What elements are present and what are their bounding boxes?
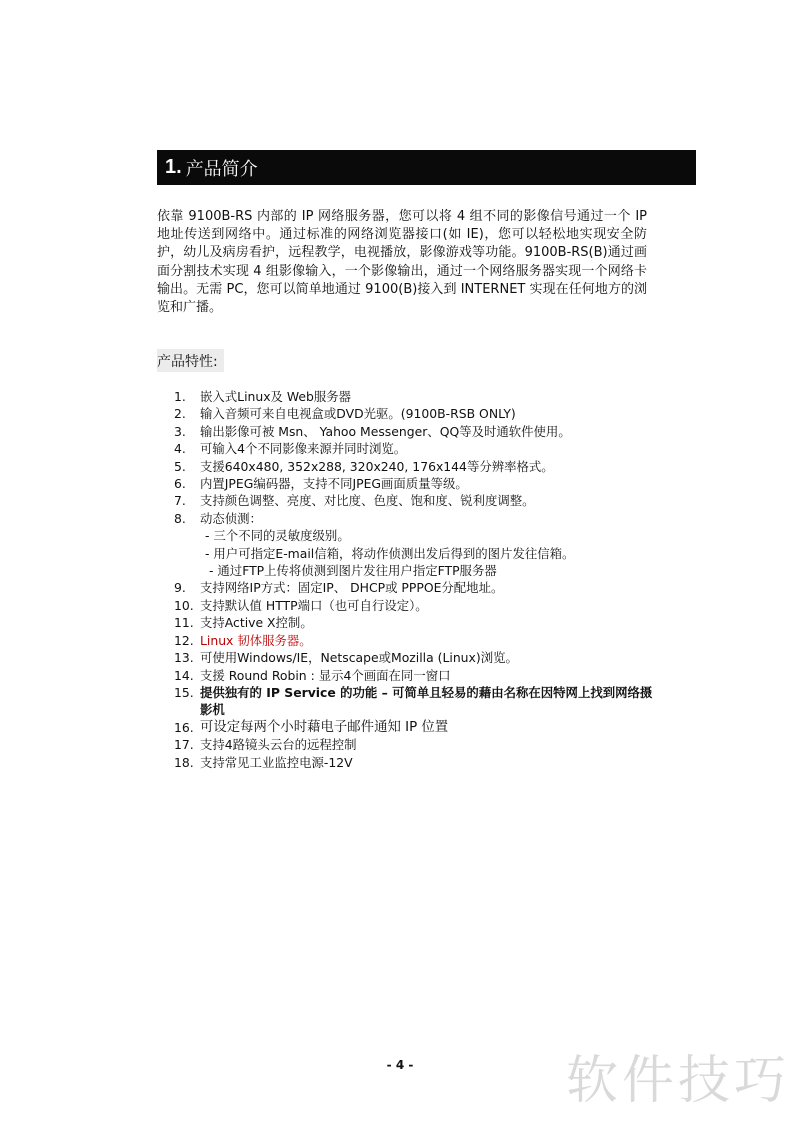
intro-paragraph: 依靠 9100B-RS 内部的 IP 网络服务器，您可以将 4 组不同的影像信号通过一个 IP 地址传送到网络中。通过标准的网络浏览器接口(如 IE)，您可以轻松地实现安全防护，幼儿及病房看护，远程教学，电视播放，影像游戏等功能。9100B-RS(B)通过画面分割技术实现 4 组影像输入，一个影像输出，通过一个网络服务器实现一个网络卡输出。无需 PC，您可以简单地通过 9100(B)接入到 INTERNET 实现在任何地方的浏览和广播。: [157, 209, 647, 316]
feature-item: 5. 支援640x480, 352x288, 320x240, 176x144等分辨率格式。: [174, 458, 554, 474]
feature-item: 7. 支持颜色调整、亮度、对比度、色度、饱和度、锐利度调整。: [174, 493, 535, 509]
watermark: 软件技巧: [566, 1051, 791, 1111]
feature-item: 10. 支持默认值 HTTP端口（也可自行设定）。: [174, 597, 428, 613]
motion-detection-subitem: - 通过FTP上传将侦测到图片发往用户指定FTP服务器: [209, 563, 497, 579]
section-number: 1.: [165, 156, 182, 178]
feature-item: 16. 可设定每两个小时藉电子邮件通知 IP 位置: [174, 719, 449, 735]
feature-item-motion-detection: 8. 动态侦测：: [174, 510, 262, 526]
feature-item: 4. 可输入4个不同影像来源并同时浏览。: [174, 441, 407, 457]
motion-detection-subitem: - 三个不同的灵敏度级别。: [205, 528, 350, 544]
features-list: [157, 388, 677, 771]
feature-item: 11. 支持Active X控制。: [174, 615, 313, 631]
feature-item: 18. 支持常见工业监控电源-12V: [174, 754, 353, 770]
feature-item: 13. 可使用Windows/IE，Netscape或Mozilla (Linux)浏览。: [174, 650, 518, 666]
feature-item: 15. 提供独有的 IP Service 的功能 – 可简单且轻易的藉由名称在因特网上找到网络摄影机: [174, 684, 653, 718]
feature-item: 9. 支持网络IP方式：固定IP、 DHCP或 PPPOE分配地址。: [174, 580, 504, 596]
section-header: [157, 150, 696, 185]
section-title: 产品简介: [185, 158, 258, 180]
feature-item: 3. 输出影像可被 Msn、 Yahoo Messenger、QQ等及时通软件使用。: [174, 423, 571, 439]
motion-detection-subitem: - 用户可指定E-mail信箱，将动作侦测出发后得到的图片发往信箱。: [205, 545, 575, 561]
feature-item: 2. 输入音频可来自电视盒或DVD光驱。(9100B-RSB ONLY): [174, 406, 516, 422]
page-number: - 4 -: [386, 1058, 414, 1072]
feature-item: 6. 内置JPEG编码器，支持不同JPEG画面质量等级。: [174, 476, 468, 492]
features-heading: 产品特性:: [157, 349, 224, 372]
feature-item: 17. 支持4路镜头云台的远程控制: [174, 737, 357, 753]
feature-item: 12. Linux 韧体服务器。: [174, 632, 312, 648]
feature-item: 1. 嵌入式Linux及 Web服务器: [174, 389, 352, 404]
feature-item: 14. 支援 Round Robin : 显示4个画面在同一窗口: [174, 667, 451, 683]
